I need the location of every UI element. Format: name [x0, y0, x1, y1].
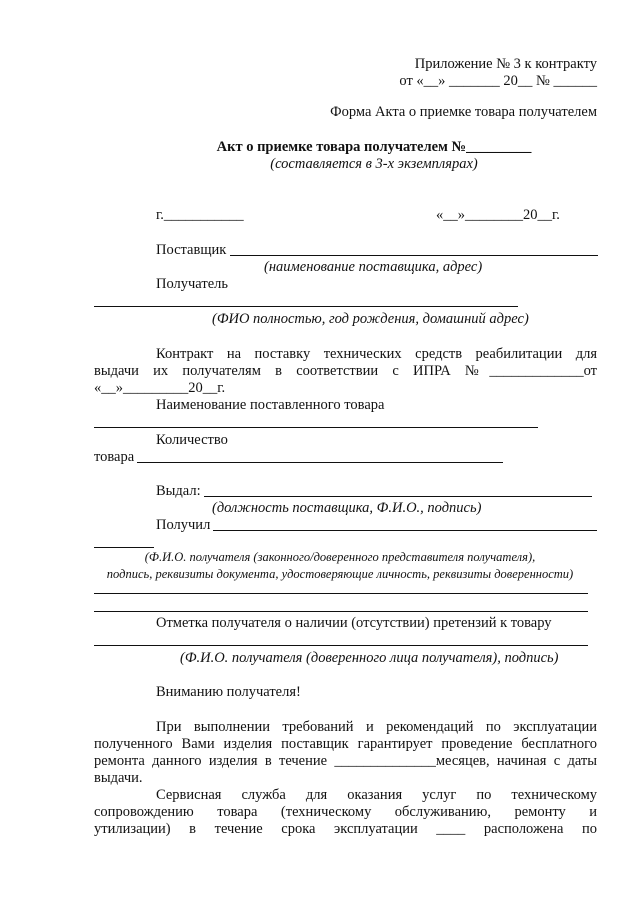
- supplier-hint: (наименование поставщика, адрес): [264, 259, 483, 275]
- act-title: Акт о приемке товара получателем №_________: [216, 139, 532, 155]
- supplier-label: Поставщик: [156, 242, 227, 258]
- extra-line-2: [94, 611, 588, 612]
- warranty-line-2: полученного Вами изделия поставщик гарантирует проведение бесплатного: [94, 736, 597, 752]
- recipient-line: [94, 306, 518, 307]
- act-subtitle: (составляется в 3-х экземплярах): [270, 156, 478, 172]
- goods-label: товара: [94, 449, 135, 465]
- product-line: [94, 427, 538, 428]
- form-title: Форма Акта о приемке товара получателем: [330, 104, 597, 120]
- recipient-label: Получатель: [156, 276, 228, 292]
- received-line: [213, 530, 597, 531]
- notice-heading: Вниманию получателя!: [156, 684, 301, 700]
- issued-label: Выдал:: [156, 483, 201, 499]
- quantity-line: [137, 462, 503, 463]
- contract-line-3: «__»_________20__г.: [94, 380, 226, 396]
- supplier-line: [230, 255, 598, 256]
- received-label: Получил: [156, 517, 211, 533]
- act-date: «__»________20__г.: [436, 207, 560, 223]
- act-city: г.___________: [156, 207, 244, 223]
- service-line-2: сопровождению товара (техническому обслуживанию, ремонту и: [94, 804, 597, 820]
- warranty-paragraph: [94, 719, 597, 770]
- claims-line: [94, 645, 588, 646]
- contract-line-1: Контракт на поставку технических средств реабилитации для: [156, 346, 597, 362]
- contract-line-2: выдачи их получателям в соответствии с ИПРА №_____________от: [94, 363, 597, 379]
- claims-label: Отметка получателя о наличии (отсутствии) претензий к товару: [156, 615, 552, 631]
- received-hint-1: (Ф.И.О. получателя (законного/доверенного представителя получателя),: [144, 550, 536, 564]
- appendix-line-2: от «__» _______ 20__ № ______: [399, 73, 597, 89]
- service-line-1: Сервисная служба для оказания услуг по техническому: [156, 787, 597, 803]
- received-short-line: [94, 547, 154, 548]
- warranty-line-4: выдачи.: [94, 770, 143, 786]
- product-label: Наименование поставленного товара: [156, 397, 385, 413]
- issued-hint: (должность поставщика, Ф.И.О., подпись): [212, 500, 482, 516]
- service-paragraph: [94, 787, 597, 838]
- appendix-line-1: Приложение № 3 к контракту: [414, 56, 597, 72]
- recipient-hint: (ФИО полностью, год рождения, домашний адрес): [212, 311, 529, 327]
- warranty-line-1: При выполнении требований и рекомендаций по эксплуатации: [156, 719, 597, 735]
- issued-line: [204, 496, 592, 497]
- quantity-label: Количество: [156, 432, 228, 448]
- claims-hint: (Ф.И.О. получателя (доверенного лица получателя), подпись): [180, 650, 559, 666]
- extra-line-1: [94, 593, 588, 594]
- service-line-3: утилизации) в течение срока эксплуатации ____ расположена по: [94, 821, 597, 837]
- warranty-line-3: ремонта данного изделия в течение ______________месяцев, начиная с даты: [94, 753, 597, 769]
- received-hint-2: подпись, реквизиты документа, удостоверяющие личность, реквизиты доверенности): [106, 567, 574, 581]
- contract-paragraph: [94, 346, 597, 380]
